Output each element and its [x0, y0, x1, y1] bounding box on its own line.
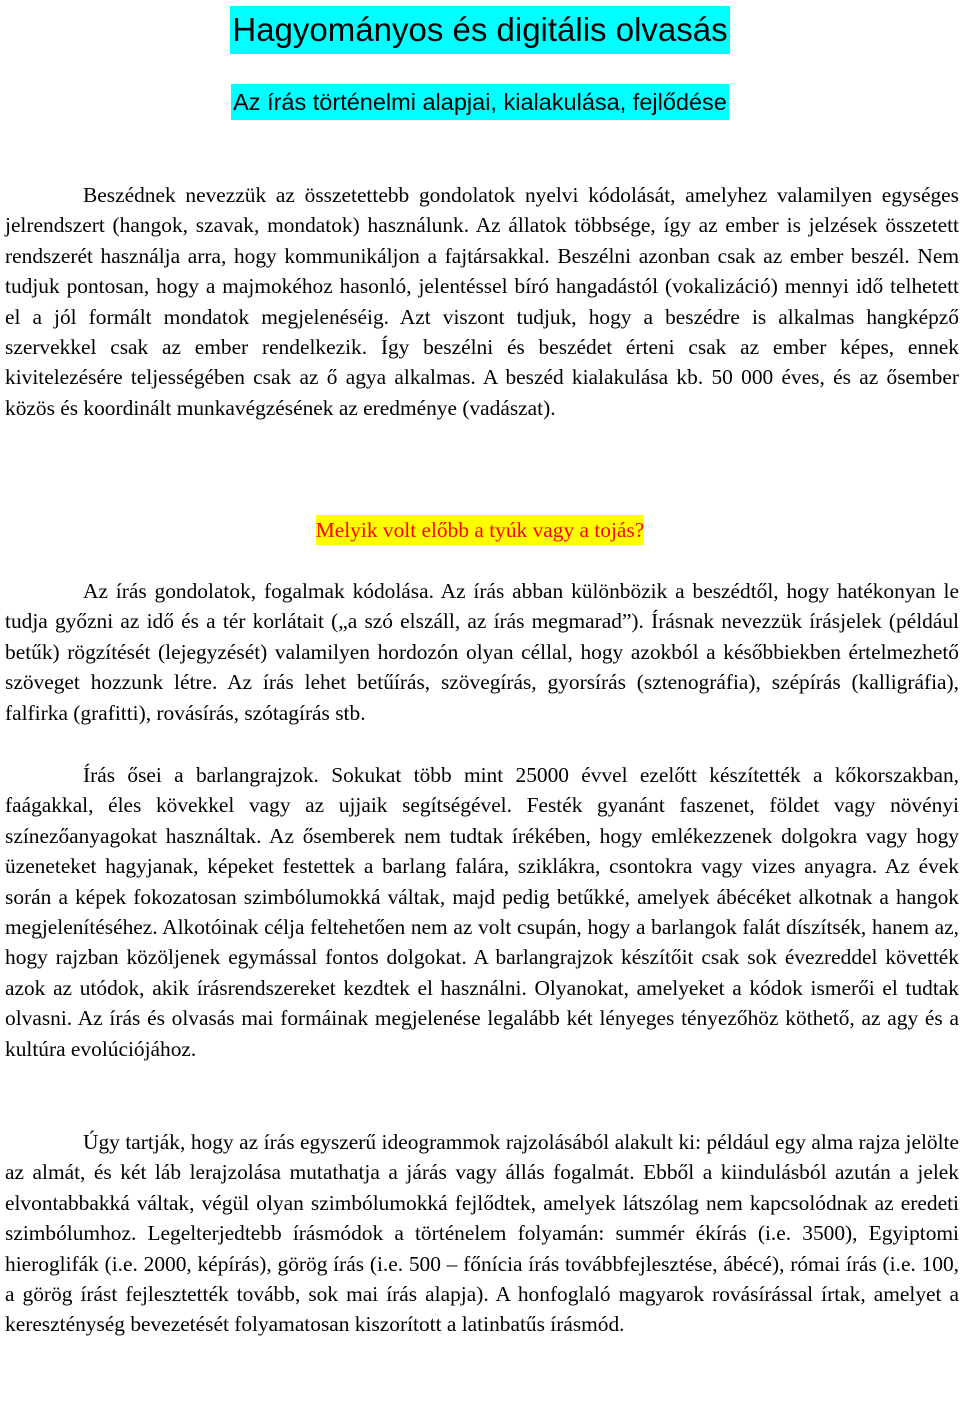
highlighted-question: Melyik volt előbb a tyúk vagy a tojás? [316, 515, 645, 545]
page-title: Hagyományos és digitális olvasás [230, 6, 729, 54]
subtitle-block [0, 84, 960, 120]
question-block [0, 515, 960, 545]
paragraph-cave-paintings: Írás ősei a barlangrajzok. Sokukat több mint 25000 évvel ezelőtt készítették a kőkorszakban, faágakkal, éles kövekkel vagy az ujjaik segítségével. Festék gyanánt faszenet, földet vagy növényi színezőanyagokat használtak. Az ősemberek nem tudtak írékében, hogy emlékezzenek dolgokra vagy hogy üzeneteket hagyjanak, képeket festettek a barlang falára, sziklákra, csontokra vagy vizes anyagra. Az évek során a képek fokozatosan szimbólumokká váltak, majd pedig betűkké, amelyek ábécéket alkotnak a hangok megjelenítéséhez. Alkotóinak célja feltehetően nem az volt csupán, hogy a barlangok falát díszítsék, hanem az, hogy rajzban közöljenek egymással fontos dolgokat. A barlangrajzok készítőit csak sok évezreddel követték azok az utódok, akik írásrendszereket kezdtek el használni. Olyanokat, amelyeket a kódok ismerői el tudtak olvasni. Az írás és olvasás mai formáinak megjelenése legalább két lényeges tényezőhöz köthető, az agy és a kultúra evolúciójához. [5, 763, 959, 1061]
paragraph-writing-definition: Az írás gondolatok, fogalmak kódolása. Az írás abban különbözik a beszédtől, hogy hatékonyan le tudja győzni az idő és a tér korlátait („a szó elszáll, az írás megmarad”). Írásnak nevezzük írásjelek (például betűk) rögzítését (lejegyzését) valamilyen hordozón olyan céllal, hogy azokból a későbbiekben értelmezhető szöveget hozzunk létre. Az írás lehet betűírás, szövegírás, gyorsírás (sztenográfia), szépírás (kalligráfia), falfirka (grafitti), rovásírás, szótagírás stb. [5, 579, 959, 725]
section-heading: Az írás történelmi alapjai, kialakulása, fejlődése [231, 84, 729, 120]
paragraph-writing-history: Úgy tartják, hogy az írás egyszerű ideogrammok rajzolásából alakult ki: például egy alma rajza jelölte az almát, és két láb lerajzolása mutathatja a járás vagy állás fogalmát. Ebből a kiindulásból azután a jelek elvontabbakká váltak, végül olyan szimbólumokká fejlődtek, amelyek látszólag nem kapcsolódnak az eredeti szimbólumhoz. Legelterjedtebb írásmódok a történelem folyamán: summér ékírás (i.e. 3500), Egyiptomi hieroglifák (i.e. 2000, képírás), görög írás (i.e. 500 – főnícia írás továbbfejlesztése, ábécé), római írás (i.e. 100, a görög írást fejlesztették tovább, sok mai írás alapja). A honfoglaló magyarok rovásírással írtak, amelyet a kereszténység bevezetését folyamatosan kiszorított a latinbatűs írásmód. [5, 1130, 959, 1337]
paragraph-speech: Beszédnek nevezzük az összetettebb gondolatok nyelvi kódolását, amelyhez valamilyen egységes jelrendszert (hangok, szavak, mondatok) használunk. Az állatok többsége, így az ember is jelzések összetett rendszerét használja arra, hogy kommunikáljon a fajtársakkal. Beszélni azonban csak az ember beszél. Nem tudjuk pontosan, hogy a majmokéhoz hasonló, jelentéssel bíró hangadástól (vokalizáció) mennyi idő telhetett el a jól formált mondatok megjelenéséig. Azt viszont tudjuk, hogy a beszédre is alkalmas hangképző szervekkel csak az ember rendelkezik. Így beszélni és beszédet érteni csak az ember képes, ennek kivitelezésére teljességében csak az ő agya alkalmas. A beszéd kialakulása kb. 50 000 éves, és az ősember közös és koordinált munkavégzésének az eredménye (vadászat). [5, 183, 959, 420]
title-block [0, 6, 960, 54]
